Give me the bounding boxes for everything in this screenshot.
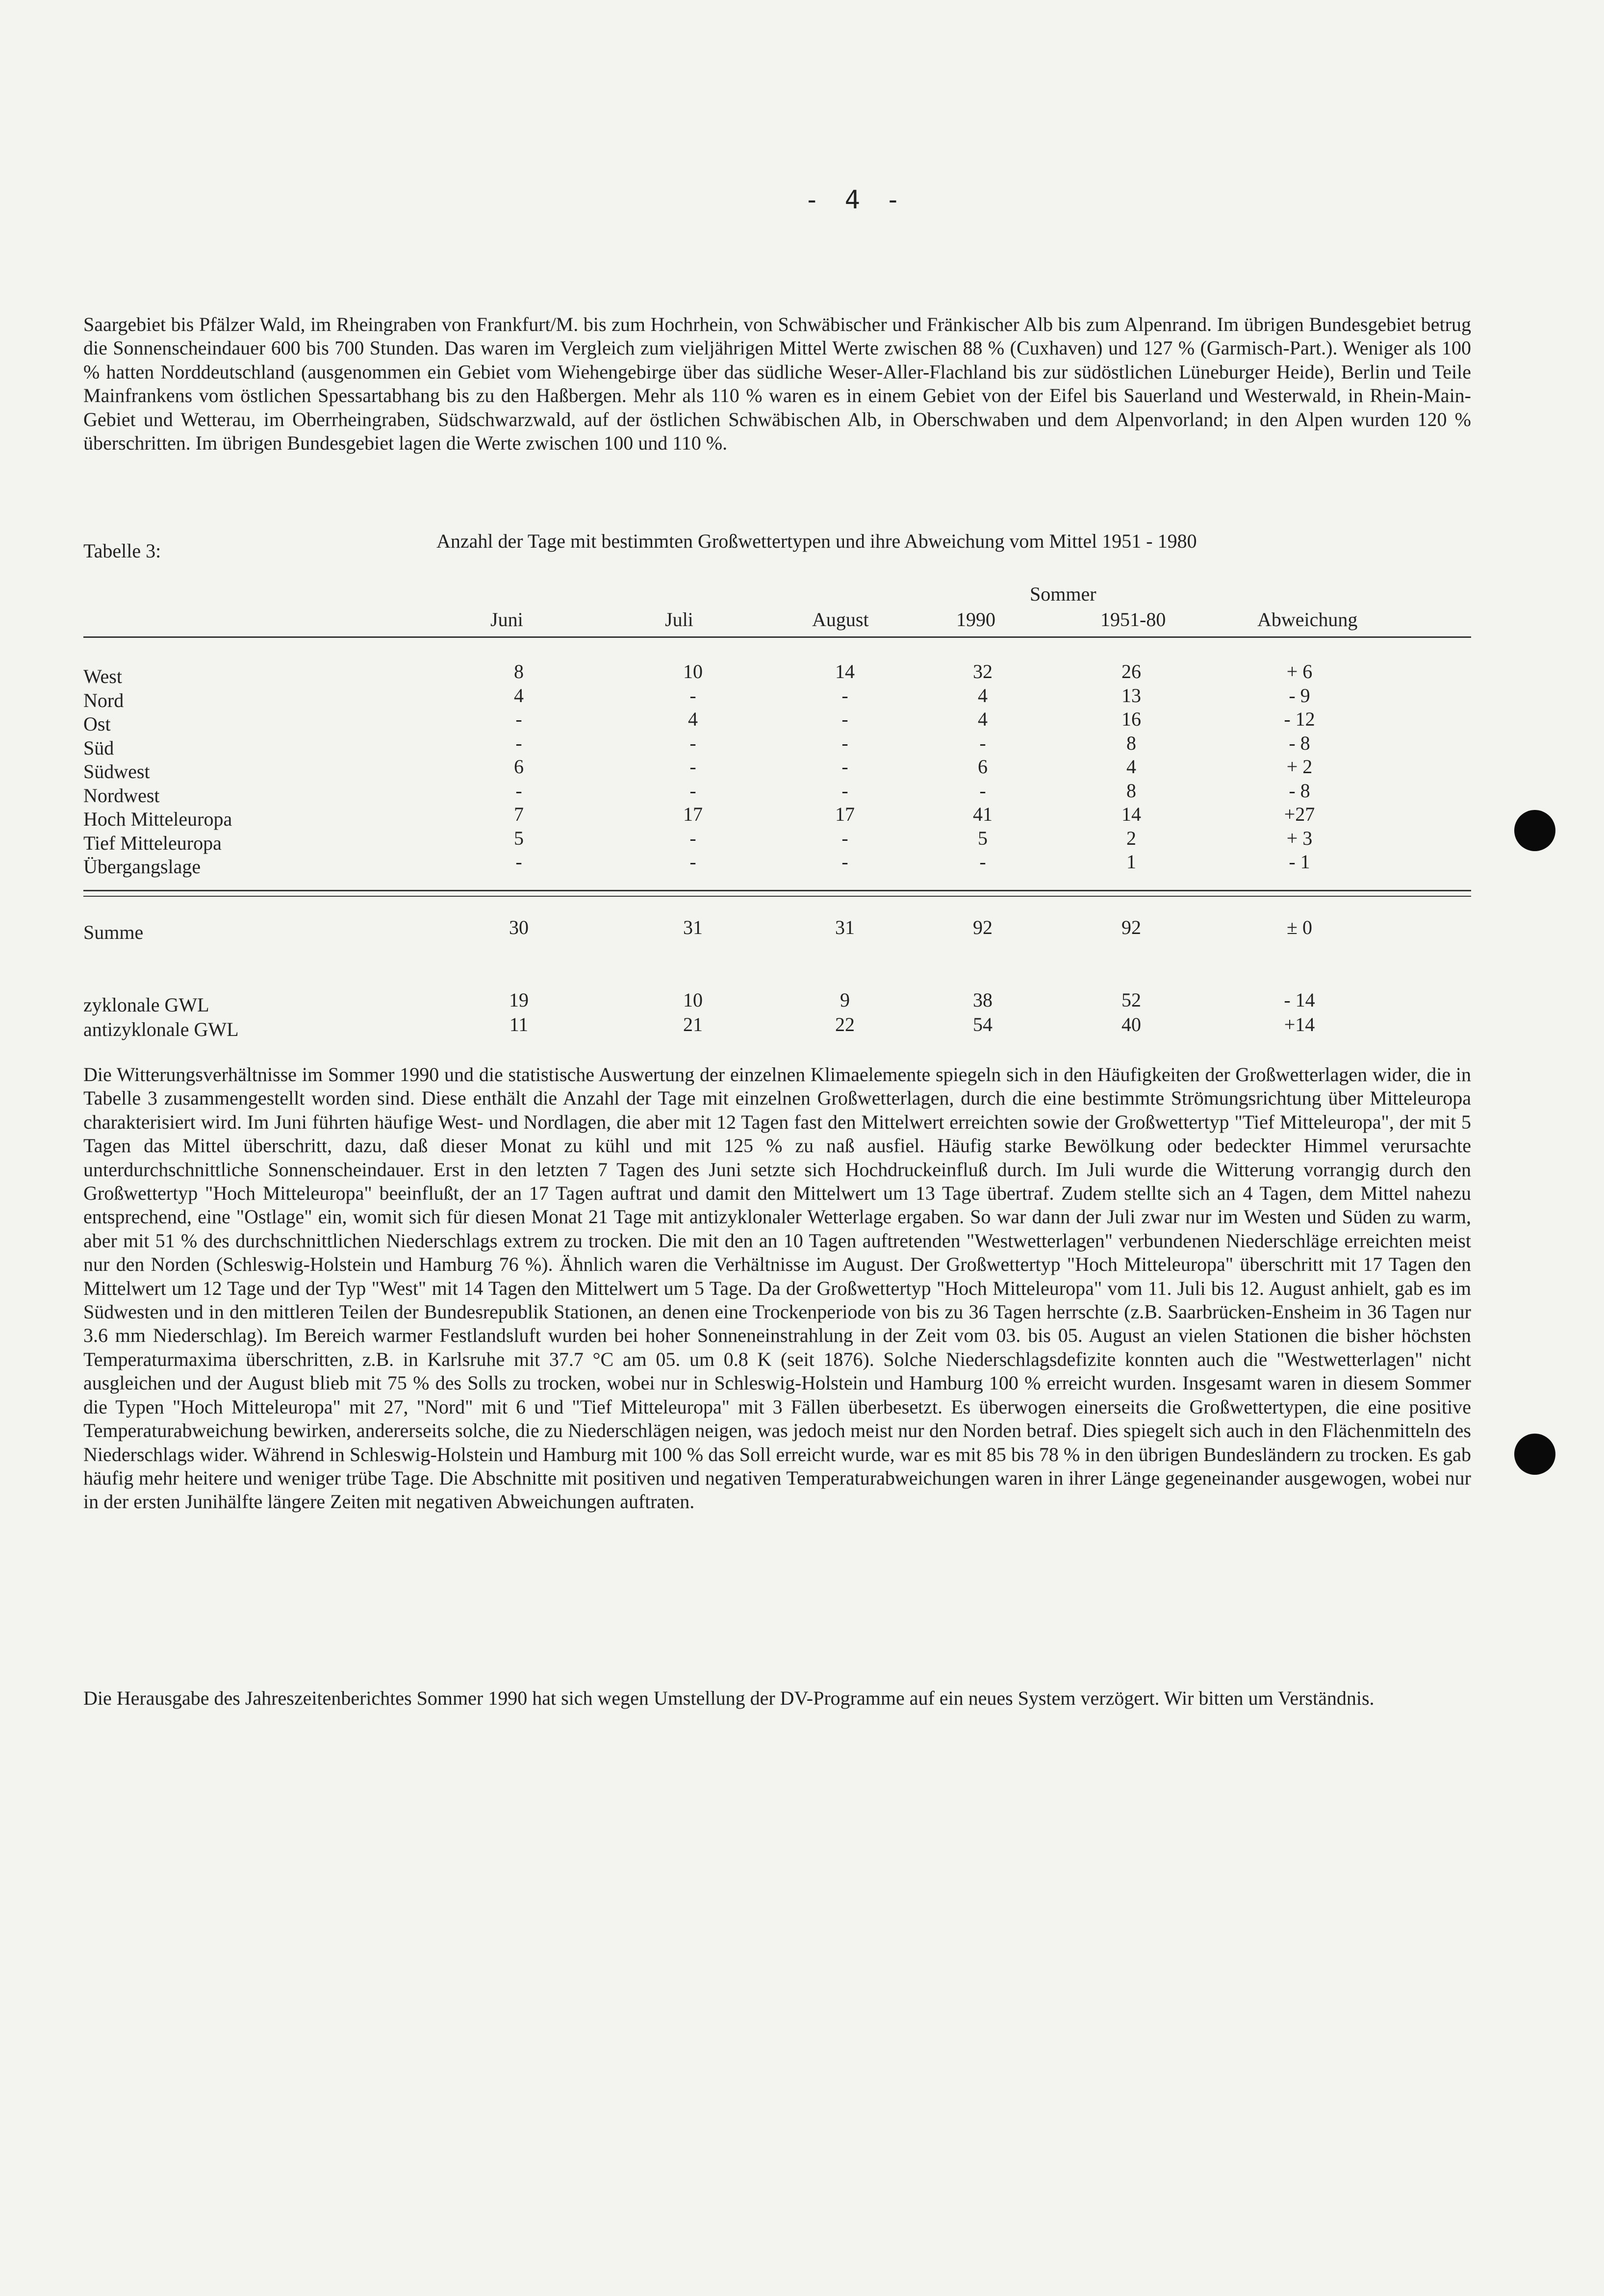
table-cell: - — [515, 732, 522, 754]
row-label: Tief Mitteleuropa — [83, 832, 222, 854]
table-cell: 52 — [1121, 989, 1141, 1011]
table-cell: - — [689, 684, 696, 706]
row-label: West — [83, 665, 122, 687]
table-cell: 5 — [978, 827, 988, 849]
table-cell: - — [689, 732, 696, 754]
intro-paragraph: Saargebiet bis Pfälzer Wald, im Rheingraben von Frankfurt/M. bis zum Hochrhein, von Schwäbischer und Fränkischer Alb bis zum Alpenrand. Im übrigen Bundesgebiet betrug die Sonnenscheindauer 600 bis 700 Stunden. Das waren im Vergleich zum vieljährigen Mittel Werte zwischen 88 % (Cuxhaven) und 127 % (Garmisch-Part.). Weniger als 100 % hatten Norddeutschland (ausgenommen ein Gebiet vom Wiehengebirge über das südliche Weser-Aller-Flachland bis zur südöstlichen Lüneburger Heide), Berlin und Teile Mainfrankens vom östlichen Spessartabhang bis zu den Haßbergen. Mehr als 110 % waren es in einem Gebiet von der Eifel bis Sauerland und Westerwald, in Rhein-Main-Gebiet und Wetterau, im Oberrheingraben, Südschwarzwald, auf der östlichen Schwäbischen Alb, in Oberschwaben und dem Alpenvorland; in den Alpen wurden 120 % überschritten. Im übrigen Bundesgebiet lagen die Werte zwischen 100 und 110 %. — [83, 313, 1471, 454]
table-cell: 14 — [1121, 803, 1141, 825]
table-cell: - — [515, 708, 522, 730]
col-header-abweichung: Abweichung — [1257, 608, 1358, 631]
table-cell: - — [841, 779, 848, 802]
table-cell: 2 — [1126, 827, 1136, 849]
col-header-juni: Juni — [490, 608, 523, 631]
table-cell: 21 — [683, 1013, 703, 1035]
table-cell: 54 — [973, 1013, 993, 1035]
table-cell: 22 — [835, 1013, 855, 1035]
row-label: Summe — [83, 921, 144, 943]
table-cell: 7 — [514, 803, 524, 825]
table-cell: 26 — [1121, 660, 1141, 682]
table-cell: - 1 — [1289, 851, 1310, 873]
row-label: antizyklonale GWL — [83, 1018, 239, 1040]
table-cell: - — [841, 684, 848, 706]
analysis-paragraph: Die Witterungsverhältnisse im Sommer 1990 und die statistische Auswertung der einzelnen Klimaelemente spiegeln sich in den Häufigkeiten der Großwetterlagen wider, die in Tabelle 3 zusammengestellt worden sind. Diese enthält die Anzahl der Tage mit einzelnen Großwetterlagen, durch die eine bestimmte Strömungsrichtung über Mitteleuropa charakterisiert wird. Im Juni führten häufige West- und Nordlagen, die aber mit 12 Tagen fast den Mittelwert erreichten sowie der Großwettertyp "Tief Mitteleuropa", der mit 5 Tagen das Mittel überschritt, dazu, daß dieser Monat zu kühl und mit 125 % zu naß ausfiel. Häufig starke Bewölkung oder bedeckter Himmel verursachte unterdurchschnittliche Sonnenscheindauer. Erst in den letzten 7 Tagen des Juni setzte sich Hochdruckeinfluß durch. Im Juli wurde die Witterung vorrangig durch den Großwettertyp "Hoch Mitteleuropa" beeinflußt, der an 17 Tagen auftrat und damit den Mittelwert um 13 Tage übertraf. Zudem stellte sich an 4 Tagen, dem Mittel nahezu entsprechend, eine "Ostlage" ein, womit sich für diesen Monat 21 Tage mit antizyklonaler Wetterlage ergaben. So war dann der Juli zwar nur im Westen und Süden zu warm, aber mit 51 % des durchschnittlichen Niederschlags extrem zu trocken. Die mit den an 10 Tagen auftretenden "Westwetterlagen" verbundenen Niederschläge erreichten meist nur den Norden (Schleswig-Holstein und Hamburg 76 %). Ähnlich waren die Verhältnisse im August. Der Großwettertyp "Hoch Mitteleuropa" überschritt mit 17 Tagen den Mittelwert um 12 Tage und der Typ "West" mit 14 Tagen den Mittelwert um 5 Tage. Da der Großwettertyp "Hoch Mitteleuropa" vom 11. Juli bis 12. August anhielt, gab es im Südwesten und in den mittleren Teilen der Bundesrepublik Stationen, an denen eine Trockenperiode von bis zu 36 Tagen herrschte (z.B. Saarbrücken-Ensheim in 36 Tagen nur 3.6 mm Niederschlag). Im Bereich warmer Festlandsluft wurden bei hoher Sonneneinstrahlung in der Zeit vom 03. bis 05. August an vielen Stationen die bisher höchsten Temperaturmaxima überschritten, z.B. in Karlsruhe mit 37.7 °C am 05. um 0.8 K (seit 1876). Solche Niederschlagsdefizite konnten auch die "Westwetterlagen" nicht ausgleichen und der August blieb mit 75 % des Solls zu trocken, wobei nur in Schleswig-Holstein und Hamburg 100 % erreicht wurden. Insgesamt waren in diesem Sommer die Typen "Hoch Mitteleuropa" mit 27, "Nord" mit 6 und "Tief Mitteleuropa" mit 3 Fällen überbesetzt. Es überwogen einerseits die Großwettertypen, die eine positive Temperaturabweichung bewirken, andererseits solche, die zu Niederschlägen neigen, was jedoch meist nur den Norden betraf. Dies spiegelt sich auch in den Flächenmitteln des Niederschlags wider. Während in Schleswig-Holstein und Hamburg mit 100 % das Soll erreicht wurde, war es mit 85 bis 78 % in den übrigen Bundesländern zu trocken. Es gab häufig mehr heitere und weniger trübe Tage. Die Abschnitte mit positiven und negativen Temperaturabweichungen waren in ihrer Länge gegeneinander ausgewogen, wobei nur in der ersten Junihälfte längere Zeiten mit negativen Abweichungen auftraten. — [83, 1063, 1471, 1513]
table-cell: 16 — [1121, 708, 1141, 730]
table-cell: 6 — [978, 756, 988, 778]
table-cell: 6 — [514, 756, 524, 778]
table-cell: - 12 — [1284, 708, 1315, 730]
punch-hole — [1514, 810, 1555, 851]
table-cell: 8 — [1126, 779, 1136, 802]
table-title: Anzahl der Tage mit bestimmten Großwettertypen und ihre Abweichung vom Mittel 1951 - 1980 — [436, 530, 1197, 552]
table-cell: 11 — [509, 1013, 529, 1035]
group-header-sommer: Sommer — [1030, 583, 1096, 605]
table-cell: - 9 — [1289, 684, 1310, 706]
table-cell: 8 — [1126, 732, 1136, 754]
table-cell: 40 — [1121, 1013, 1141, 1035]
row-label: Ost — [83, 713, 111, 735]
col-header-juli: Juli — [665, 608, 693, 631]
punch-hole — [1514, 1434, 1555, 1475]
table-cell: - — [515, 779, 522, 802]
table-cell: - — [841, 756, 848, 778]
row-label: Hoch Mitteleuropa — [83, 808, 232, 830]
row-label: Nordwest — [83, 784, 160, 807]
table-cell: 17 — [835, 803, 855, 825]
table-cell: - — [689, 851, 696, 873]
table-cell: 10 — [683, 660, 703, 682]
table-cell: - — [979, 779, 986, 802]
table-cell: + 3 — [1286, 827, 1313, 849]
table-sum-rule-second — [83, 896, 1471, 897]
table-cell: - — [841, 732, 848, 754]
table-cell: - 8 — [1289, 779, 1310, 802]
table-cell: 92 — [973, 916, 993, 938]
table-cell: 92 — [1121, 916, 1141, 938]
table-cell: - — [689, 756, 696, 778]
table-cell: - — [689, 827, 696, 849]
row-label: Übergangslage — [83, 856, 201, 878]
table-cell: +14 — [1284, 1013, 1315, 1035]
table-cell: 38 — [973, 989, 993, 1011]
table-cell: 4 — [978, 708, 988, 730]
table-cell: +27 — [1284, 803, 1315, 825]
table-cell: 31 — [835, 916, 855, 938]
table-cell: 4 — [978, 684, 988, 706]
table-cell: - — [841, 827, 848, 849]
table-cell: 30 — [509, 916, 529, 938]
table-label: Tabelle 3: — [83, 540, 161, 562]
table-cell: - — [841, 851, 848, 873]
row-label: Nord — [83, 689, 124, 711]
table-cell: - — [689, 779, 696, 802]
table-cell: - 8 — [1289, 732, 1310, 754]
col-header-august: August — [812, 608, 869, 631]
col-header-1990: 1990 — [956, 608, 995, 631]
closing-note: Die Herausgabe des Jahreszeitenberichtes Sommer 1990 hat sich wegen Umstellung der DV-Programme auf ein neues System verzögert. Wir bitten um Verständnis. — [83, 1687, 1375, 1709]
table-cell: - — [979, 851, 986, 873]
table-cell: 19 — [509, 989, 529, 1011]
table-cell: 41 — [973, 803, 993, 825]
page-number: - 4 - — [804, 185, 906, 215]
table-cell: 1 — [1126, 851, 1136, 873]
table-cell: 8 — [514, 660, 524, 682]
table-cell: 17 — [683, 803, 703, 825]
row-label: zyklonale GWL — [83, 994, 209, 1016]
table-cell: - — [979, 732, 986, 754]
table-cell: 10 — [683, 989, 703, 1011]
table-cell: 32 — [973, 660, 993, 682]
table-cell: 14 — [835, 660, 855, 682]
table-header-rule — [83, 636, 1471, 638]
table-cell: 5 — [514, 827, 524, 849]
table-cell: ± 0 — [1287, 916, 1312, 938]
table-cell: - — [841, 708, 848, 730]
table-cell: 13 — [1121, 684, 1141, 706]
table-cell: 4 — [1126, 756, 1136, 778]
table-cell: - — [515, 851, 522, 873]
table-cell: 4 — [514, 684, 524, 706]
table-cell: 31 — [683, 916, 703, 938]
table-sum-rule — [83, 890, 1471, 891]
row-label: Süd — [83, 736, 114, 759]
table-cell: - 14 — [1284, 989, 1315, 1011]
table-cell: + 2 — [1286, 756, 1313, 778]
table-cell: 4 — [688, 708, 698, 730]
table-cell: + 6 — [1286, 660, 1313, 682]
table-cell: 9 — [840, 989, 850, 1011]
col-header-1951-80: 1951-80 — [1100, 608, 1166, 631]
row-label: Südwest — [83, 760, 150, 782]
